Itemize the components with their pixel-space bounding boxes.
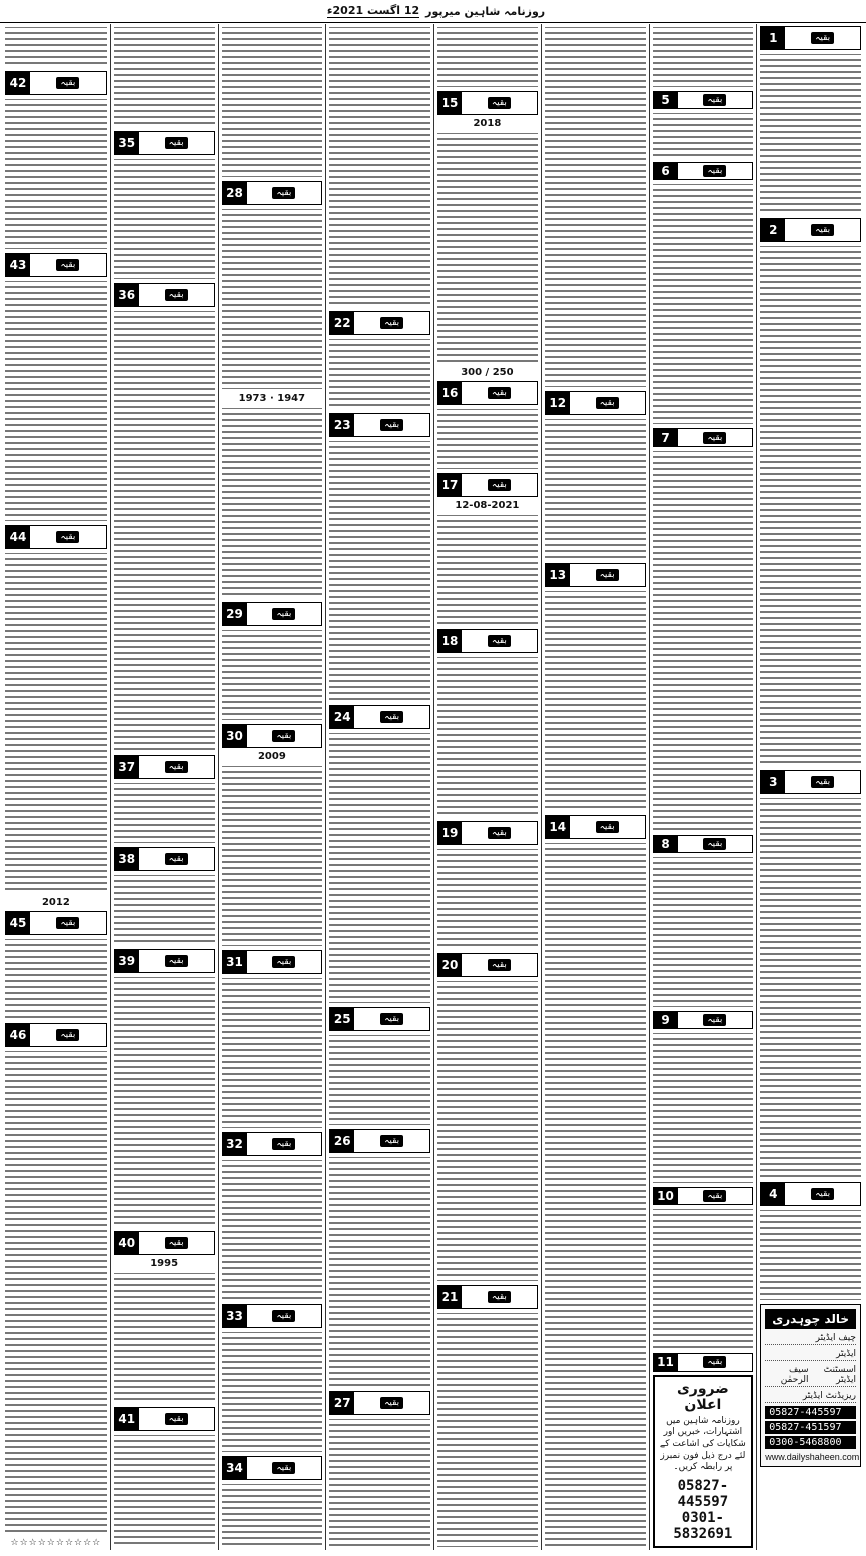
article-text [114, 26, 215, 128]
article-text [329, 1034, 430, 1126]
continuation-badge: بقیہ [380, 419, 403, 431]
issue-date [327, 4, 419, 18]
article-text [653, 1032, 754, 1184]
article-text [653, 1208, 754, 1350]
continuation-header [437, 473, 538, 497]
article-text [329, 1156, 430, 1388]
year-figure: 1995 [150, 1258, 179, 1269]
article-number: 30 [223, 725, 247, 747]
article-text [114, 1272, 215, 1404]
continuation-badge: بقیہ [56, 77, 79, 89]
continuation-badge: بقیہ [380, 1013, 403, 1025]
article-text [222, 629, 323, 721]
article-number: 42 [6, 72, 30, 94]
continuation-header [545, 391, 646, 415]
amount-figure: 300 [461, 367, 483, 378]
continuation-header [437, 1285, 538, 1309]
continuation-header [114, 949, 215, 973]
continuation-badge: بقیہ [488, 827, 511, 839]
continuation-badge: بقیہ [165, 1413, 188, 1425]
newspaper-title: روزنامہ شاہین میرپور [425, 4, 546, 18]
continuation-header [329, 413, 430, 437]
article-text [653, 112, 754, 159]
article-number: 39 [115, 950, 139, 972]
continuation-header [222, 1304, 323, 1328]
year-figure: 1973 [238, 393, 267, 404]
continuation-header [222, 724, 323, 748]
continuation-header [5, 911, 107, 935]
article-number: 15 [438, 92, 462, 114]
article-number: 19 [438, 822, 462, 844]
article-text [5, 26, 107, 68]
continuation-header [5, 253, 107, 277]
continuation-header [114, 131, 215, 155]
article-text [5, 1050, 107, 1535]
article-text [760, 245, 861, 767]
continuation-badge: بقیہ [811, 224, 834, 236]
article-text [545, 590, 646, 812]
notice-phones [659, 1478, 748, 1542]
phone-number: 05827-445597 [677, 1477, 729, 1510]
continuation-header [222, 1456, 323, 1480]
info-label: چیف ایڈیٹر [815, 1333, 856, 1343]
article-text [5, 938, 107, 1020]
continuation-header [653, 91, 754, 109]
article-text [437, 408, 538, 470]
article-number: 5 [654, 92, 678, 108]
continuation-header [760, 770, 861, 794]
article-text [329, 338, 430, 410]
article-number: 38 [115, 848, 139, 870]
article-number: 6 [654, 163, 678, 179]
article-number: 9 [654, 1012, 678, 1028]
article-number: 14 [546, 816, 570, 838]
phone-number: 05827-451597 [765, 1421, 856, 1434]
continuation-badge: بقیہ [165, 761, 188, 773]
article-text [222, 1483, 323, 1548]
continuation-badge: بقیہ [703, 1190, 726, 1202]
continuation-badge: بقیہ [488, 479, 511, 491]
continuation-badge: بقیہ [703, 1356, 726, 1368]
article-number: 21 [438, 1286, 462, 1308]
continuation-header [437, 821, 538, 845]
article-text [114, 1434, 215, 1548]
article-number: 12 [546, 392, 570, 414]
chief-editor-name: خالد چوہدری [772, 1312, 850, 1326]
continuation-header [114, 1231, 215, 1255]
continuation-badge: بقیہ [596, 821, 619, 833]
article-number: 46 [6, 1024, 30, 1046]
article-number: 13 [546, 564, 570, 586]
continuation-header [5, 71, 107, 95]
article-text [437, 1312, 538, 1548]
inline-figure: 250 / 300 [461, 367, 514, 378]
article-text [114, 310, 215, 752]
phone-number: 0300-5468800 [765, 1436, 856, 1449]
article-number: 16 [438, 382, 462, 404]
info-value: سیف الرحمٰن [780, 1365, 809, 1385]
article-text [329, 26, 430, 308]
article-text [222, 977, 323, 1129]
continuation-header [437, 953, 538, 977]
continuation-badge: بقیہ [488, 1291, 511, 1303]
inline-figure [222, 751, 323, 762]
article-text [653, 183, 754, 425]
year-figure: 1947 [277, 393, 306, 404]
column-4 [433, 24, 541, 1550]
continuation-badge: بقیہ [165, 955, 188, 967]
continuation-badge: بقیہ [165, 137, 188, 149]
column-6 [218, 24, 326, 1550]
article-number: 23 [330, 414, 354, 436]
continuation-header [437, 91, 538, 115]
continuation-badge: بقیہ [596, 397, 619, 409]
article-text [5, 98, 107, 250]
article-number: 43 [6, 254, 30, 276]
year-figure: 2018 [473, 118, 502, 129]
issue-day: 12 [403, 4, 420, 17]
article-text [329, 732, 430, 1004]
article-number: 33 [223, 1305, 247, 1327]
article-text [653, 450, 754, 832]
chief-editor-banner [765, 1309, 856, 1329]
article-text [114, 976, 215, 1228]
article-text [760, 797, 861, 1179]
continuation-header [437, 381, 538, 405]
contact-phone-list [765, 1406, 856, 1449]
continuation-badge: بقیہ [811, 776, 834, 788]
info-row [765, 1332, 856, 1345]
year-figure: 2012 [41, 897, 70, 908]
continuation-header [653, 162, 754, 180]
article-text [329, 1418, 430, 1548]
article-text [437, 848, 538, 950]
continuation-header [222, 602, 323, 626]
article-number: 45 [6, 912, 30, 934]
footer-stars: ☆☆☆☆☆☆☆☆☆☆ [10, 1538, 102, 1548]
continuation-header [653, 1353, 754, 1371]
continuation-badge: بقیہ [703, 94, 726, 106]
article-number: 44 [6, 526, 30, 548]
article-number: 20 [438, 954, 462, 976]
inline-figure: 1947 · 1973 [238, 393, 306, 404]
article-number: 32 [223, 1133, 247, 1155]
continuation-badge: بقیہ [272, 1462, 295, 1474]
continuation-badge: بقیہ [272, 1138, 295, 1150]
article-text [437, 26, 538, 88]
continuation-badge: بقیہ [56, 531, 79, 543]
article-number: 35 [115, 132, 139, 154]
continuation-badge: بقیہ [272, 730, 295, 742]
article-text [222, 1331, 323, 1453]
article-text [545, 418, 646, 560]
article-text [222, 1159, 323, 1301]
continuation-badge: بقیہ [488, 97, 511, 109]
continuation-badge: بقیہ [811, 32, 834, 44]
continuation-badge: بقیہ [811, 1188, 834, 1200]
article-text [329, 440, 430, 702]
continuation-badge: بقیہ [380, 317, 403, 329]
continuation-badge: بقیہ [380, 711, 403, 723]
continuation-badge: بقیہ [165, 1237, 188, 1249]
info-row [765, 1390, 856, 1403]
info-label: ریزیڈنٹ ایڈیٹر [802, 1391, 856, 1401]
continuation-badge: بقیہ [272, 956, 295, 968]
article-text [222, 765, 323, 947]
amount-figure: 250 [492, 367, 514, 378]
article-text [437, 514, 538, 626]
article-text [114, 874, 215, 946]
article-text [437, 980, 538, 1282]
continuation-header [5, 1023, 107, 1047]
continuation-header [760, 1182, 861, 1206]
column-3 [541, 24, 649, 1550]
article-number: 40 [115, 1232, 139, 1254]
continuation-badge: بقیہ [272, 187, 295, 199]
continuation-badge: بقیہ [165, 853, 188, 865]
continuation-header [329, 1129, 430, 1153]
article-number: 2 [761, 219, 785, 241]
continuation-header [653, 428, 754, 446]
continuation-badge: بقیہ [56, 259, 79, 271]
continuation-header [760, 26, 861, 50]
continuation-header [222, 950, 323, 974]
continuation-header [222, 181, 323, 205]
article-text [222, 208, 323, 390]
continuation-header [329, 1007, 430, 1031]
article-number: 28 [223, 182, 247, 204]
continuation-header [545, 815, 646, 839]
continuation-badge: بقیہ [703, 165, 726, 177]
continuation-header [545, 563, 646, 587]
article-number: 26 [330, 1130, 354, 1152]
article-text [437, 132, 538, 364]
continuation-header [653, 1011, 754, 1029]
article-text [653, 856, 754, 1008]
article-text [545, 842, 646, 1548]
continuation-badge: بقیہ [272, 608, 295, 620]
continuation-badge: بقیہ [703, 838, 726, 850]
notice-title: ضروری اعلان [676, 1380, 729, 1413]
notice-body: روزنامہ شاہین میں اشتہارات، خبریں اور شکایات کی اشاعت کے لئے درج ذیل فون نمبرز پر رابطہ کریں۔ [659, 1415, 746, 1473]
masthead-info-box [760, 1304, 861, 1467]
article-number: 22 [330, 312, 354, 334]
continuation-header [114, 283, 215, 307]
article-text [653, 26, 754, 88]
article-number: 27 [330, 1392, 354, 1414]
continuation-badge: بقیہ [703, 432, 726, 444]
continuation-badge: بقیہ [488, 959, 511, 971]
article-number: 1 [761, 27, 785, 49]
newspaper-page [2, 24, 864, 1550]
date-figure: 12-08-2021 [455, 500, 520, 511]
year-figure: 2009 [257, 751, 286, 762]
article-number: 10 [654, 1188, 678, 1204]
continuation-header [222, 1132, 323, 1156]
column-8 [2, 24, 110, 1550]
column-5 [325, 24, 433, 1550]
continuation-header [760, 218, 861, 242]
article-number: 31 [223, 951, 247, 973]
article-text [114, 782, 215, 844]
masthead [0, 0, 866, 23]
continuation-badge: بقیہ [488, 387, 511, 399]
article-number: 41 [115, 1408, 139, 1430]
continuation-badge: بقیہ [380, 1397, 403, 1409]
continuation-badge: بقیہ [488, 635, 511, 647]
article-text [760, 1209, 861, 1301]
issue-year: 2021ء [326, 4, 364, 17]
column-1 [756, 24, 864, 1550]
continuation-header [5, 525, 107, 549]
article-number: 36 [115, 284, 139, 306]
info-row [765, 1364, 856, 1387]
article-number: 25 [330, 1008, 354, 1030]
article-number: 34 [223, 1457, 247, 1479]
continuation-header [329, 311, 430, 335]
phone-number: 05827-445597 [765, 1406, 856, 1419]
inline-figure [437, 500, 538, 511]
inline-figure [114, 1258, 215, 1269]
article-number: 3 [761, 771, 785, 793]
article-number: 24 [330, 706, 354, 728]
continuation-header [329, 705, 430, 729]
article-number: 11 [654, 1354, 678, 1370]
continuation-badge: بقیہ [380, 1135, 403, 1147]
article-number: 18 [438, 630, 462, 652]
info-label: ایڈیٹر [836, 1349, 856, 1359]
column-2 [649, 24, 757, 1550]
continuation-badge: بقیہ [272, 1310, 295, 1322]
info-label: اسسٹنٹ ایڈیٹر [823, 1365, 856, 1385]
continuation-header [114, 847, 215, 871]
article-text [5, 280, 107, 522]
article-number: 17 [438, 474, 462, 496]
column-7 [110, 24, 218, 1550]
article-text [222, 26, 323, 178]
important-notice-box [653, 1375, 754, 1548]
phone-number: 0301-5832691 [673, 1509, 733, 1542]
article-text [760, 53, 861, 215]
continuation-header [653, 1187, 754, 1205]
inline-figure [437, 118, 538, 129]
article-text [5, 552, 107, 894]
continuation-badge: بقیہ [703, 1014, 726, 1026]
article-number: 8 [654, 836, 678, 852]
inline-figure [5, 897, 107, 908]
article-number: 4 [761, 1183, 785, 1205]
continuation-badge: بقیہ [56, 1029, 79, 1041]
article-text [545, 26, 646, 388]
article-text [437, 656, 538, 818]
info-row [765, 1348, 856, 1361]
article-text [222, 407, 323, 599]
issue-month: اگست [366, 4, 400, 17]
article-text [114, 158, 215, 280]
continuation-header [653, 835, 754, 853]
continuation-badge: بقیہ [596, 569, 619, 581]
article-number: 29 [223, 603, 247, 625]
article-number: 7 [654, 429, 678, 445]
continuation-header [437, 629, 538, 653]
continuation-badge: بقیہ [56, 917, 79, 929]
continuation-header [114, 1407, 215, 1431]
continuation-badge: بقیہ [165, 289, 188, 301]
continuation-header [329, 1391, 430, 1415]
continuation-header [114, 755, 215, 779]
website-url[interactable]: www.dailyshaheen.com [765, 1452, 860, 1462]
article-number: 37 [115, 756, 139, 778]
